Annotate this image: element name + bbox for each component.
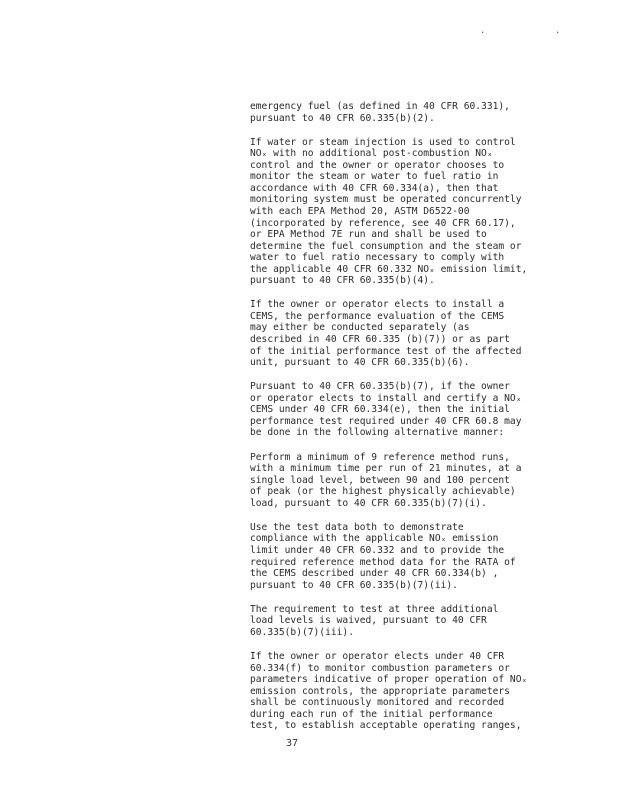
text-line: 60.335(b)(7)(iii). [250, 626, 354, 638]
text-line: with a minimum time per run of 21 minutes, at a [250, 463, 522, 475]
text-line: be done in the following alternative manner: [250, 427, 505, 439]
paragraph [250, 452, 550, 510]
text-line: performance test required under 40 CFR 60.8 may [250, 415, 522, 427]
text-line: emission controls, the appropriate parameters [250, 685, 510, 697]
text-line: the CEMS described under 40 CFR 60.334(b) , [250, 568, 499, 580]
paragraph [250, 299, 550, 368]
text-line: Perform a minimum of 9 reference method runs, [250, 451, 510, 463]
text-line: during each run of the initial performance [250, 708, 493, 720]
page-number: 37 [286, 738, 299, 749]
text-line: NOₓ with no additional post-combustion NOₓ [250, 148, 493, 160]
paragraph [250, 522, 550, 591]
text-line: monitor the steam or water to fuel ratio in [250, 171, 499, 183]
text-line: If the owner or operator elects under 40 CFR [250, 651, 505, 663]
text-line: CEMS under 40 CFR 60.334(e), then the initial [250, 404, 510, 416]
corner-marks: . . [480, 26, 593, 36]
text-line: of peak (or the highest physically achievable) [250, 486, 516, 498]
text-line: If the owner or operator elects to install a [250, 299, 505, 311]
paragraph [250, 101, 550, 124]
text-line: unit, pursuant to 40 CFR 60.335(b)(6). [250, 357, 470, 369]
text-line: load, pursuant to 40 CFR 60.335(b)(7)(i). [250, 497, 487, 509]
paragraph [250, 604, 550, 639]
text-line: monitoring system must be operated concurrently [250, 194, 522, 206]
text-line: may either be conducted separately (as [250, 322, 470, 334]
text-line: or EPA Method 7E run and shall be used to [250, 229, 487, 241]
text-line: of the initial performance test of the affected [250, 345, 522, 357]
text-line: If water or steam injection is used to control [250, 136, 516, 148]
paragraph [250, 651, 550, 732]
text-line: required reference method data for the RATA of [250, 556, 516, 568]
text-line: control and the owner or operator chooses to [250, 159, 505, 171]
text-line: emergency fuel (as defined in 40 CFR 60.331), [250, 101, 510, 112]
text-line: Use the test data both to demonstrate [250, 521, 464, 533]
text-line: shall be continuously monitored and recorded [250, 697, 505, 709]
text-line: accordance with 40 CFR 60.334(a), then that [250, 182, 499, 194]
paragraph [250, 137, 550, 287]
text-line: described in 40 CFR 60.335 (b)(7)) or as part [250, 334, 510, 346]
text-line: parameters indicative of proper operation of NOₓ [250, 674, 528, 686]
text-line: compliance with the applicable NOₓ emission [250, 533, 499, 545]
text-line: The requirement to test at three additional [250, 603, 499, 615]
text-line: load levels is waived, pursuant to 40 CFR [250, 615, 487, 627]
text-line: 60.334(f) to monitor combustion parameters or [250, 662, 510, 674]
text-line: (incorporated by reference, see 40 CFR 60.17), [250, 217, 516, 229]
text-line: pursuant to 40 CFR 60.335(b)(4). [250, 275, 435, 287]
paragraph [250, 381, 550, 439]
text-line: Pursuant to 40 CFR 60.335(b)(7), if the owner [250, 381, 510, 393]
text-line: pursuant to 40 CFR 60.335(b)(7)(ii). [250, 579, 458, 591]
text-line: pursuant to 40 CFR 60.335(b)(2). [250, 112, 435, 124]
text-line: with each EPA Method 20, ASTM D6522-00 [250, 205, 470, 217]
text-line: the applicable 40 CFR 60.332 NOₓ emission limit, [250, 263, 528, 275]
text-line: CEMS, the performance evaluation of the CEMS [250, 310, 505, 322]
text-line: single load level, between 90 and 100 percent [250, 474, 510, 486]
text-line: or operator elects to install and certify a NOₓ [250, 392, 522, 404]
text-line: limit under 40 CFR 60.332 and to provide the [250, 545, 505, 557]
text-line: test, to establish acceptable operating ranges, [250, 720, 522, 732]
text-line: determine the fuel consumption and the steam or [250, 240, 522, 252]
body-text [250, 101, 550, 744]
text-line: water to fuel ratio necessary to comply with [250, 252, 505, 264]
